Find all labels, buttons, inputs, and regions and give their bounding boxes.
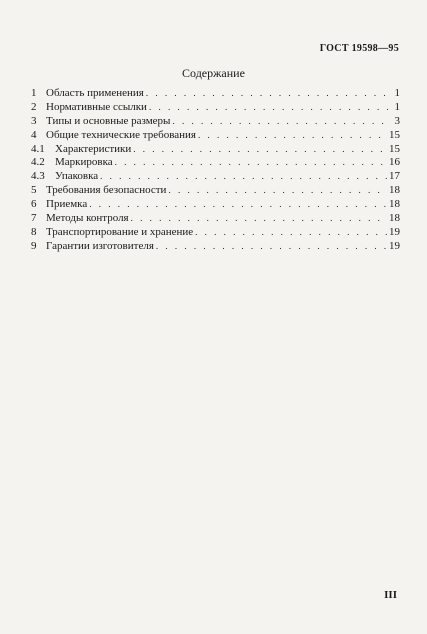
- toc-leader-dots: [149, 101, 388, 115]
- toc-leader-dots: [172, 115, 388, 129]
- toc-leader-dots: [89, 198, 387, 212]
- toc-entry: [31, 212, 400, 226]
- toc-leader-dots: [131, 212, 387, 226]
- toc-entry-label: Транспортирование и хранение: [46, 225, 194, 238]
- page-number: III: [384, 589, 397, 601]
- toc-entry-number: 4: [31, 128, 37, 141]
- toc-entry: [31, 240, 400, 254]
- toc-entry-label: Характеристики: [55, 142, 132, 155]
- toc-entry-number: 4.2: [31, 156, 45, 169]
- toc-entry: [31, 115, 400, 129]
- toc-entry: [31, 198, 400, 212]
- table-of-contents: [31, 87, 400, 254]
- toc-entry: [31, 101, 400, 115]
- toc-entry-label: Требования безопасности: [46, 184, 167, 197]
- toc-entry-label: Типы и основные размеры: [46, 114, 171, 127]
- toc-entry-number: 8: [31, 225, 37, 238]
- toc-entry-label: Упаковка: [55, 170, 99, 183]
- toc-entry-page: 17: [389, 170, 400, 183]
- toc-leader-dots: [168, 184, 387, 198]
- toc-entry: [31, 129, 400, 143]
- toc-entry-page: 1: [394, 87, 400, 99]
- toc-subentry: [31, 156, 400, 170]
- document-code: ГОСТ 19598—95: [319, 43, 399, 54]
- toc-leader-dots: [115, 156, 387, 170]
- toc-entry-number: 9: [31, 239, 37, 252]
- toc-entry-number: 5: [31, 184, 37, 197]
- toc-entry-page: 18: [389, 212, 400, 225]
- toc-entry-label: Приемка: [46, 198, 88, 211]
- toc-entry-number: 1: [31, 87, 37, 99]
- toc-leader-dots: [100, 170, 387, 184]
- toc-leader-dots: [133, 143, 387, 157]
- toc-entry-page: 15: [389, 128, 400, 141]
- toc-entry-label: Нормативные ссылки: [46, 100, 147, 113]
- toc-entry: [31, 226, 400, 240]
- toc-entry-page: 15: [389, 142, 400, 155]
- toc-leader-dots: [198, 129, 387, 143]
- toc-leader-dots: [195, 226, 387, 240]
- toc-entry-number: 4.3: [31, 170, 45, 183]
- toc-entry-page: 18: [389, 198, 400, 211]
- toc-subentry: [31, 170, 400, 184]
- toc-entry-label: Общие технические требования: [46, 128, 196, 141]
- toc-entry-label: Маркировка: [55, 156, 113, 169]
- toc-entry-page: 18: [389, 184, 400, 197]
- toc-entry-number: 4.1: [31, 142, 45, 155]
- toc-entry-label: Гарантии изготовителя: [46, 239, 154, 252]
- toc-entry-page: 16: [389, 156, 400, 169]
- toc-title: Содержание: [182, 66, 245, 80]
- toc-entry-number: 2: [31, 100, 37, 113]
- toc-entry-label: Область применения: [46, 87, 144, 99]
- toc-entry-page: 19: [389, 239, 400, 252]
- toc-entry-number: 7: [31, 212, 37, 225]
- toc-entry-number: 6: [31, 198, 37, 211]
- toc-entry-number: 3: [31, 114, 37, 127]
- toc-entry-label: Методы контроля: [46, 212, 129, 225]
- toc-leader-dots: [146, 87, 388, 101]
- toc-entry: [31, 184, 400, 198]
- toc-subentry: [31, 143, 400, 157]
- toc-entry-page: 19: [389, 225, 400, 238]
- toc-leader-dots: [156, 240, 387, 254]
- toc-entry: [31, 87, 400, 101]
- toc-entry-page: 1: [394, 100, 400, 113]
- toc-entry-page: 3: [394, 114, 400, 127]
